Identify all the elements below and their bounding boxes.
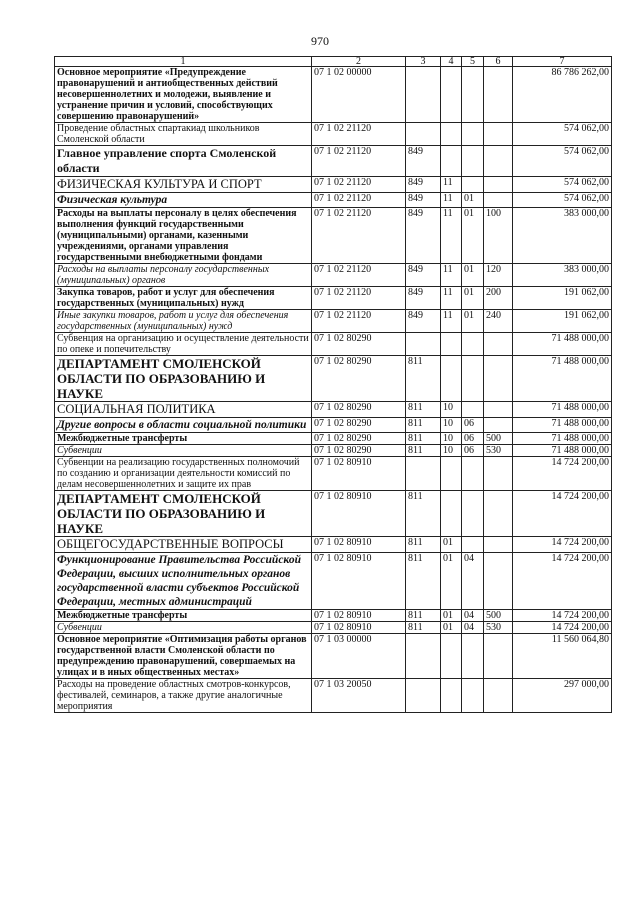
row-code: 07 1 02 21120 bbox=[312, 310, 406, 333]
row-col-5 bbox=[462, 634, 484, 679]
row-col-3: 811 bbox=[406, 622, 441, 634]
row-amount: 71 488 000,00 bbox=[513, 445, 612, 457]
row-description: Основное мероприятие «Оптимизация работы органов государственной власти Смоленской области по предупреждению правонарушений, совершаемых на улицах и в иных общественных местах» bbox=[55, 634, 312, 679]
table-row bbox=[55, 123, 612, 146]
table-body bbox=[55, 67, 612, 713]
row-col-4: 11 bbox=[441, 287, 462, 310]
row-col-6: 500 bbox=[484, 610, 513, 622]
row-col-5: 06 bbox=[462, 445, 484, 457]
header-col-3: 3 bbox=[406, 57, 441, 67]
row-col-5 bbox=[462, 177, 484, 193]
row-code: 07 1 02 21120 bbox=[312, 193, 406, 208]
table-row bbox=[55, 264, 612, 287]
row-col-5: 01 bbox=[462, 310, 484, 333]
row-col-3: 811 bbox=[406, 553, 441, 610]
row-col-3: 849 bbox=[406, 193, 441, 208]
row-col-4: 01 bbox=[441, 622, 462, 634]
row-col-4: 10 bbox=[441, 433, 462, 445]
row-code: 07 1 02 80290 bbox=[312, 418, 406, 433]
row-col-3: 849 bbox=[406, 310, 441, 333]
row-col-3: 849 bbox=[406, 287, 441, 310]
row-col-6 bbox=[484, 553, 513, 610]
row-col-5 bbox=[462, 679, 484, 713]
row-code: 07 1 02 80910 bbox=[312, 553, 406, 610]
row-amount: 11 560 064,80 bbox=[513, 634, 612, 679]
row-col-5 bbox=[462, 146, 484, 177]
row-description: ДЕПАРТАМЕНТ СМОЛЕНСКОЙ ОБЛАСТИ ПО ОБРАЗОВАНИЮ И НАУКЕ bbox=[55, 491, 312, 537]
row-description: Расходы на выплаты персоналу в целях обеспечения выполнения функций государственными (муниципальными) органами, казенными учреждениями, органами управления государственными внебюджетными фондами bbox=[55, 208, 312, 264]
row-amount: 574 062,00 bbox=[513, 123, 612, 146]
row-col-3: 811 bbox=[406, 402, 441, 418]
row-col-4: 10 bbox=[441, 418, 462, 433]
row-description: Межбюджетные трансферты bbox=[55, 610, 312, 622]
row-code: 07 1 03 20050 bbox=[312, 679, 406, 713]
row-col-4 bbox=[441, 123, 462, 146]
row-col-4: 11 bbox=[441, 193, 462, 208]
row-col-6: 100 bbox=[484, 208, 513, 264]
row-col-6 bbox=[484, 123, 513, 146]
row-col-6 bbox=[484, 333, 513, 356]
row-code: 07 1 02 80290 bbox=[312, 402, 406, 418]
row-col-6 bbox=[484, 177, 513, 193]
row-code: 07 1 03 00000 bbox=[312, 634, 406, 679]
row-amount: 191 062,00 bbox=[513, 310, 612, 333]
row-description: Проведение областных спартакиад школьников Смоленской области bbox=[55, 123, 312, 146]
header-col-2: 2 bbox=[312, 57, 406, 67]
row-col-6 bbox=[484, 457, 513, 491]
row-amount: 383 000,00 bbox=[513, 264, 612, 287]
row-code: 07 1 02 80910 bbox=[312, 457, 406, 491]
row-col-5 bbox=[462, 491, 484, 537]
row-description: Иные закупки товаров, работ и услуг для обеспечения государственных (муниципальных) нужд bbox=[55, 310, 312, 333]
row-col-5 bbox=[462, 402, 484, 418]
row-amount: 191 062,00 bbox=[513, 287, 612, 310]
row-description: Основное мероприятие «Предупреждение правонарушений и антиобщественных действий несовершеннолетних и молодежи, выявление и устранение причин и условий, способствующих совершению правонарушений» bbox=[55, 67, 312, 123]
row-description: Закупка товаров, работ и услуг для обеспечения государственных (муниципальных) нужд bbox=[55, 287, 312, 310]
row-col-4 bbox=[441, 67, 462, 123]
table-row bbox=[55, 433, 612, 445]
row-col-6: 530 bbox=[484, 622, 513, 634]
row-col-6 bbox=[484, 418, 513, 433]
row-col-3: 811 bbox=[406, 433, 441, 445]
row-col-4: 11 bbox=[441, 310, 462, 333]
row-code: 07 1 02 80290 bbox=[312, 433, 406, 445]
row-description: ФИЗИЧЕСКАЯ КУЛЬТУРА И СПОРТ bbox=[55, 177, 312, 193]
row-description: Другие вопросы в области социальной политики bbox=[55, 418, 312, 433]
table-row bbox=[55, 193, 612, 208]
row-col-6: 120 bbox=[484, 264, 513, 287]
row-amount: 14 724 200,00 bbox=[513, 610, 612, 622]
row-amount: 574 062,00 bbox=[513, 193, 612, 208]
row-col-3: 811 bbox=[406, 356, 441, 402]
row-col-3 bbox=[406, 123, 441, 146]
row-col-5 bbox=[462, 67, 484, 123]
table-row bbox=[55, 634, 612, 679]
row-amount: 383 000,00 bbox=[513, 208, 612, 264]
table-row bbox=[55, 679, 612, 713]
row-col-5: 06 bbox=[462, 418, 484, 433]
row-col-3 bbox=[406, 67, 441, 123]
header-col-4: 4 bbox=[441, 57, 462, 67]
row-description: Субвенции bbox=[55, 445, 312, 457]
row-col-3: 849 bbox=[406, 264, 441, 287]
row-col-6 bbox=[484, 356, 513, 402]
row-description: ДЕПАРТАМЕНТ СМОЛЕНСКОЙ ОБЛАСТИ ПО ОБРАЗОВАНИЮ И НАУКЕ bbox=[55, 356, 312, 402]
row-description: Физическая культура bbox=[55, 193, 312, 208]
row-code: 07 1 02 80290 bbox=[312, 445, 406, 457]
header-col-7: 7 bbox=[513, 57, 612, 67]
row-amount: 86 786 262,00 bbox=[513, 67, 612, 123]
row-col-6 bbox=[484, 67, 513, 123]
row-col-5: 01 bbox=[462, 264, 484, 287]
row-col-6 bbox=[484, 402, 513, 418]
row-col-6 bbox=[484, 634, 513, 679]
row-col-4 bbox=[441, 679, 462, 713]
table-row bbox=[55, 67, 612, 123]
row-col-3 bbox=[406, 457, 441, 491]
row-description: Субвенция на организацию и осуществление деятельности по опеке и попечительству bbox=[55, 333, 312, 356]
row-description: Главное управление спорта Смоленской области bbox=[55, 146, 312, 177]
row-col-4: 11 bbox=[441, 264, 462, 287]
row-col-5: 04 bbox=[462, 622, 484, 634]
row-col-5 bbox=[462, 333, 484, 356]
row-col-4: 01 bbox=[441, 537, 462, 553]
row-amount: 14 724 200,00 bbox=[513, 537, 612, 553]
row-col-6 bbox=[484, 491, 513, 537]
row-code: 07 1 02 21120 bbox=[312, 146, 406, 177]
row-code: 07 1 02 21120 bbox=[312, 123, 406, 146]
row-code: 07 1 02 21120 bbox=[312, 177, 406, 193]
row-col-6: 500 bbox=[484, 433, 513, 445]
table-row bbox=[55, 622, 612, 634]
table-row bbox=[55, 457, 612, 491]
row-col-4: 01 bbox=[441, 553, 462, 610]
page-number: 970 bbox=[311, 34, 329, 48]
table-row bbox=[55, 177, 612, 193]
table-row bbox=[55, 491, 612, 537]
table-row bbox=[55, 146, 612, 177]
row-col-4 bbox=[441, 333, 462, 356]
row-col-3: 811 bbox=[406, 610, 441, 622]
row-code: 07 1 02 80290 bbox=[312, 356, 406, 402]
row-code: 07 1 02 21120 bbox=[312, 287, 406, 310]
row-col-5: 01 bbox=[462, 208, 484, 264]
row-code: 07 1 02 21120 bbox=[312, 264, 406, 287]
table-row bbox=[55, 537, 612, 553]
row-col-4 bbox=[441, 146, 462, 177]
budget-table bbox=[54, 56, 612, 713]
row-col-4 bbox=[441, 491, 462, 537]
row-description: СОЦИАЛЬНАЯ ПОЛИТИКА bbox=[55, 402, 312, 418]
row-col-4: 10 bbox=[441, 402, 462, 418]
row-col-4 bbox=[441, 356, 462, 402]
row-col-3: 849 bbox=[406, 208, 441, 264]
row-amount: 71 488 000,00 bbox=[513, 402, 612, 418]
row-amount: 14 724 200,00 bbox=[513, 622, 612, 634]
row-col-3 bbox=[406, 333, 441, 356]
row-col-3: 811 bbox=[406, 491, 441, 537]
row-amount: 14 724 200,00 bbox=[513, 553, 612, 610]
row-col-5: 04 bbox=[462, 553, 484, 610]
row-code: 07 1 02 80910 bbox=[312, 622, 406, 634]
row-description: Расходы на выплаты персоналу государственных (муниципальных) органов bbox=[55, 264, 312, 287]
row-col-5: 04 bbox=[462, 610, 484, 622]
row-description: Субвенции на реализацию государственных полномочий по созданию и организации деятельности комиссий по делам несовершеннолетних и защите их прав bbox=[55, 457, 312, 491]
row-code: 07 1 02 80910 bbox=[312, 610, 406, 622]
row-col-6 bbox=[484, 193, 513, 208]
row-col-6 bbox=[484, 537, 513, 553]
row-col-3: 849 bbox=[406, 177, 441, 193]
row-amount: 574 062,00 bbox=[513, 177, 612, 193]
table-row bbox=[55, 445, 612, 457]
row-col-6 bbox=[484, 146, 513, 177]
row-description: Межбюджетные трансферты bbox=[55, 433, 312, 445]
row-col-3: 811 bbox=[406, 418, 441, 433]
row-amount: 71 488 000,00 bbox=[513, 356, 612, 402]
row-col-4 bbox=[441, 457, 462, 491]
row-col-4: 11 bbox=[441, 177, 462, 193]
row-description: Субвенции bbox=[55, 622, 312, 634]
row-col-4: 10 bbox=[441, 445, 462, 457]
table-row bbox=[55, 418, 612, 433]
row-col-6: 240 bbox=[484, 310, 513, 333]
row-amount: 71 488 000,00 bbox=[513, 333, 612, 356]
row-col-3: 849 bbox=[406, 146, 441, 177]
row-col-3: 811 bbox=[406, 537, 441, 553]
row-col-5 bbox=[462, 537, 484, 553]
table-row bbox=[55, 310, 612, 333]
row-code: 07 1 02 80910 bbox=[312, 491, 406, 537]
table-row bbox=[55, 553, 612, 610]
row-col-5: 01 bbox=[462, 287, 484, 310]
row-col-6 bbox=[484, 679, 513, 713]
row-description: ОБЩЕГОСУДАРСТВЕННЫЕ ВОПРОСЫ bbox=[55, 537, 312, 553]
row-code: 07 1 02 21120 bbox=[312, 208, 406, 264]
row-col-4: 11 bbox=[441, 208, 462, 264]
header-row bbox=[55, 57, 612, 67]
row-col-5 bbox=[462, 356, 484, 402]
table-row bbox=[55, 287, 612, 310]
table-row bbox=[55, 356, 612, 402]
row-col-3: 811 bbox=[406, 445, 441, 457]
table-row bbox=[55, 333, 612, 356]
row-col-5: 06 bbox=[462, 433, 484, 445]
row-amount: 297 000,00 bbox=[513, 679, 612, 713]
row-amount: 574 062,00 bbox=[513, 146, 612, 177]
row-amount: 14 724 200,00 bbox=[513, 491, 612, 537]
row-col-6: 530 bbox=[484, 445, 513, 457]
table-row bbox=[55, 610, 612, 622]
row-amount: 71 488 000,00 bbox=[513, 418, 612, 433]
table-row bbox=[55, 208, 612, 264]
header-col-6: 6 bbox=[484, 57, 513, 67]
row-col-5 bbox=[462, 457, 484, 491]
table-row bbox=[55, 402, 612, 418]
row-code: 07 1 02 80910 bbox=[312, 537, 406, 553]
row-col-5: 01 bbox=[462, 193, 484, 208]
row-col-4: 01 bbox=[441, 610, 462, 622]
row-code: 07 1 02 00000 bbox=[312, 67, 406, 123]
row-col-6: 200 bbox=[484, 287, 513, 310]
row-col-4 bbox=[441, 634, 462, 679]
row-code: 07 1 02 80290 bbox=[312, 333, 406, 356]
row-col-5 bbox=[462, 123, 484, 146]
row-amount: 71 488 000,00 bbox=[513, 433, 612, 445]
header-col-1: 1 bbox=[55, 57, 312, 67]
row-col-3 bbox=[406, 634, 441, 679]
row-description: Расходы на проведение областных смотров-конкурсов, фестивалей, семинаров, а также другие аналогичные мероприятия bbox=[55, 679, 312, 713]
header-col-5: 5 bbox=[462, 57, 484, 67]
row-amount: 14 724 200,00 bbox=[513, 457, 612, 491]
row-description: Функционирование Правительства Российской Федерации, высших исполнительных органов государственной власти субъектов Российской Федерации, местных администраций bbox=[55, 553, 312, 610]
row-col-3 bbox=[406, 679, 441, 713]
